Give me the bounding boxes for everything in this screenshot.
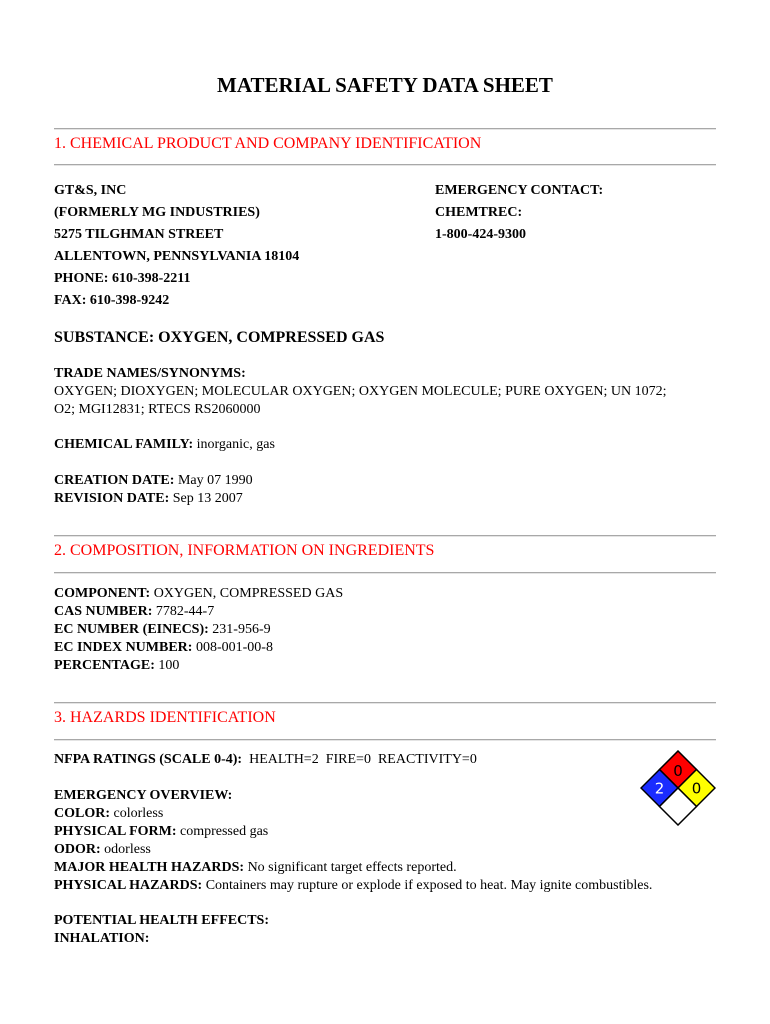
section-divider <box>54 535 716 537</box>
emergency-overview-label: EMERGENCY OVERVIEW: <box>54 788 233 803</box>
physical-hazards-label: PHYSICAL HAZARDS: <box>54 878 203 893</box>
section-divider <box>54 572 716 574</box>
nfpa-health-rating: 2 <box>654 779 665 798</box>
percentage-value: 100 <box>154 658 180 673</box>
company-former-name: (FORMERLY MG INDUSTRIES) <box>54 205 260 220</box>
chemtrec-label: CHEMTREC: <box>435 205 523 220</box>
percentage-label: PERCENTAGE: <box>54 658 155 673</box>
nfpa-fire-rating: 0 <box>673 762 683 780</box>
chemical-family-label: CHEMICAL FAMILY: <box>54 437 194 452</box>
ec-index-number-value: 008-001-00-8 <box>192 640 273 655</box>
trade-names-line-2: O2; MGI12831; RTECS RS2060000 <box>54 402 261 417</box>
trade-names-line-1: OXYGEN; DIOXYGEN; MOLECULAR OXYGEN; OXYGEN MOLECULE; PURE OXYGEN; UN 1072; <box>54 384 667 399</box>
nfpa-diamond-icon <box>640 750 716 826</box>
revision-date-value: Sep 13 2007 <box>169 491 243 506</box>
creation-date-value: May 07 1990 <box>174 473 253 488</box>
nfpa-ratings-value: HEALTH=2 FIRE=0 REACTIVITY=0 <box>242 752 477 767</box>
physical-form-value: compressed gas <box>176 824 269 839</box>
cas-number-value: 7782-44-7 <box>152 604 215 619</box>
chemical-family-value: inorganic, gas <box>193 437 275 452</box>
ec-number-label: EC NUMBER (EINECS): <box>54 622 209 637</box>
ec-index-number-label: EC INDEX NUMBER: <box>54 640 193 655</box>
section-3-heading: 3. HAZARDS IDENTIFICATION <box>54 709 276 726</box>
section-divider <box>54 128 716 130</box>
nfpa-reactivity-rating: 0 <box>691 779 702 798</box>
nfpa-ratings <box>54 751 716 769</box>
trade-names-label: TRADE NAMES/SYNONYMS: <box>54 366 246 381</box>
revision-date-label: REVISION DATE: <box>54 491 170 506</box>
section-2-heading: 2. COMPOSITION, INFORMATION ON INGREDIENTS <box>54 542 435 559</box>
company-name: GT&S, INC <box>54 183 127 198</box>
color-value: colorless <box>110 806 164 821</box>
physical-hazards-value: Containers may rupture or explode if exposed to heat. May ignite combustibles. <box>202 878 653 893</box>
color-label: COLOR: <box>54 806 110 821</box>
major-health-hazards-label: MAJOR HEALTH HAZARDS: <box>54 860 245 875</box>
company-address <box>54 180 424 312</box>
company-phone: PHONE: 610-398-2211 <box>54 271 191 286</box>
component-label: COMPONENT: <box>54 586 151 601</box>
composition-fields <box>54 585 716 675</box>
company-city: ALLENTOWN, PENNSYLVANIA 18104 <box>54 249 300 264</box>
inhalation-label: INHALATION: <box>54 931 150 946</box>
chemical-family <box>54 436 716 454</box>
emergency-contact <box>435 180 715 246</box>
emergency-overview <box>54 787 716 895</box>
odor-label: ODOR: <box>54 842 101 857</box>
company-street: 5275 TILGHMAN STREET <box>54 227 224 242</box>
potential-health-effects <box>54 912 716 948</box>
major-health-hazards-value: No significant target effects reported. <box>244 860 457 875</box>
dates <box>54 472 716 508</box>
creation-date-label: CREATION DATE: <box>54 473 175 488</box>
section-divider <box>54 739 716 741</box>
section-1-heading: 1. CHEMICAL PRODUCT AND COMPANY IDENTIFICATION <box>54 135 482 152</box>
physical-form-label: PHYSICAL FORM: <box>54 824 177 839</box>
potential-health-effects-label: POTENTIAL HEALTH EFFECTS: <box>54 913 269 928</box>
odor-value: odorless <box>100 842 151 857</box>
substance-heading: SUBSTANCE: OXYGEN, COMPRESSED GAS <box>54 329 385 346</box>
section-divider <box>54 164 716 166</box>
cas-number-label: CAS NUMBER: <box>54 604 153 619</box>
component-value: OXYGEN, COMPRESSED GAS <box>150 586 344 601</box>
nfpa-ratings-label: NFPA RATINGS (SCALE 0-4): <box>54 752 243 767</box>
ec-number-value: 231-956-9 <box>208 622 271 637</box>
emergency-contact-label: EMERGENCY CONTACT: <box>435 183 604 198</box>
document-title: MATERIAL SAFETY DATA SHEET <box>217 73 553 97</box>
chemtrec-phone: 1-800-424-9300 <box>435 227 526 242</box>
company-fax: FAX: 610-398-9242 <box>54 293 170 308</box>
trade-names <box>54 365 716 419</box>
section-divider <box>54 702 716 704</box>
